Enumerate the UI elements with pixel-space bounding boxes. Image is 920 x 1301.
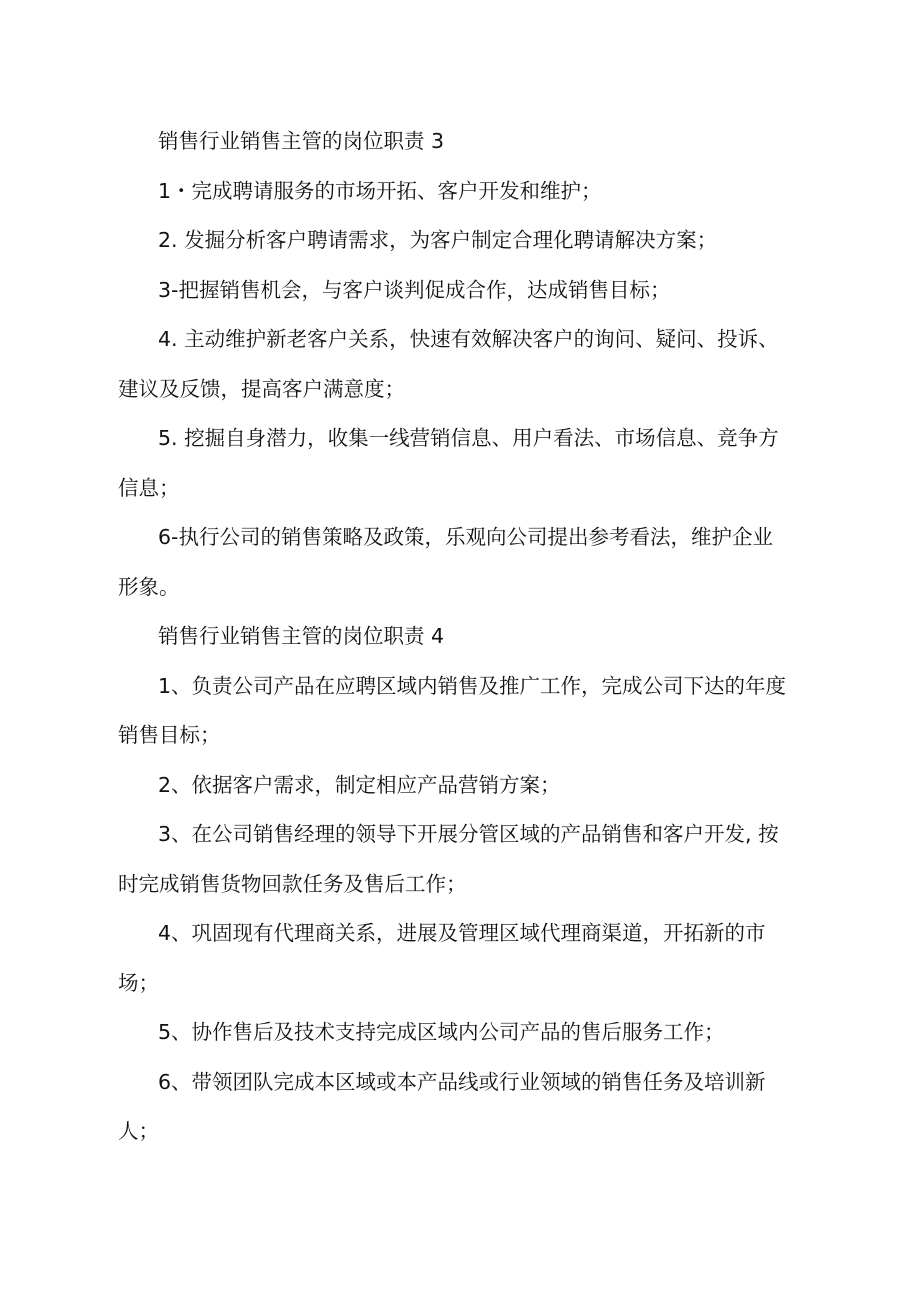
section-3-item-1: 1・完成聘请服务的市场开拓、客户开发和维护； (158, 178, 602, 203)
section-3-item-6: 6-执行公司的销售策略及政策，乐观向公司提出参考看法，维护企业形象。 (118, 525, 773, 599)
section-4-heading: 销售行业销售主管的岗位职责 4 (158, 624, 445, 648)
section-4-item-2: 2、依据客户需求，制定相应产品营销方案； (158, 772, 561, 797)
section-3-item-2: 2. 发掘分析客户聘请需求，为客户制定合理化聘请解决方案； (158, 228, 718, 252)
section-3-heading: 销售行业销售主管的岗位职责 3 (158, 129, 445, 153)
section-4-item-1: 1、负责公司产品在应聘区域内销售及推广工作，完成公司下达的年度销售目标； (118, 673, 787, 747)
section-3-item-4: 4. 主动维护新老客户关系，快速有效解决客户的询问、疑问、投诉、建议及反馈，提高客户满意度； (118, 327, 779, 401)
section-4-item-3: 3、在公司销售经理的领导下开展分管区域的产品销售和客户开发, 按时完成销售货物回款任务及售后工作； (118, 822, 779, 896)
document-body (118, 117, 788, 1157)
section-3-item-3: 3-把握销售机会，与客户谈判促成合作，达成销售目标； (158, 277, 671, 302)
section-4-item-6: 6、带领团队完成本区域或本产品线或行业领域的销售任务及培训新人； (118, 1069, 766, 1143)
section-4-item-5: 5、协作售后及技术支持完成区域内公司产品的售后服务工作； (158, 1020, 725, 1044)
section-3-item-5: 5. 挖掘自身潜力，收集一线营销信息、用户看法、市场信息、竞争方信息； (118, 426, 779, 500)
section-4-item-4: 4、巩固现有代理商关系，进展及管理区域代理商渠道，开拓新的市场； (118, 921, 766, 995)
